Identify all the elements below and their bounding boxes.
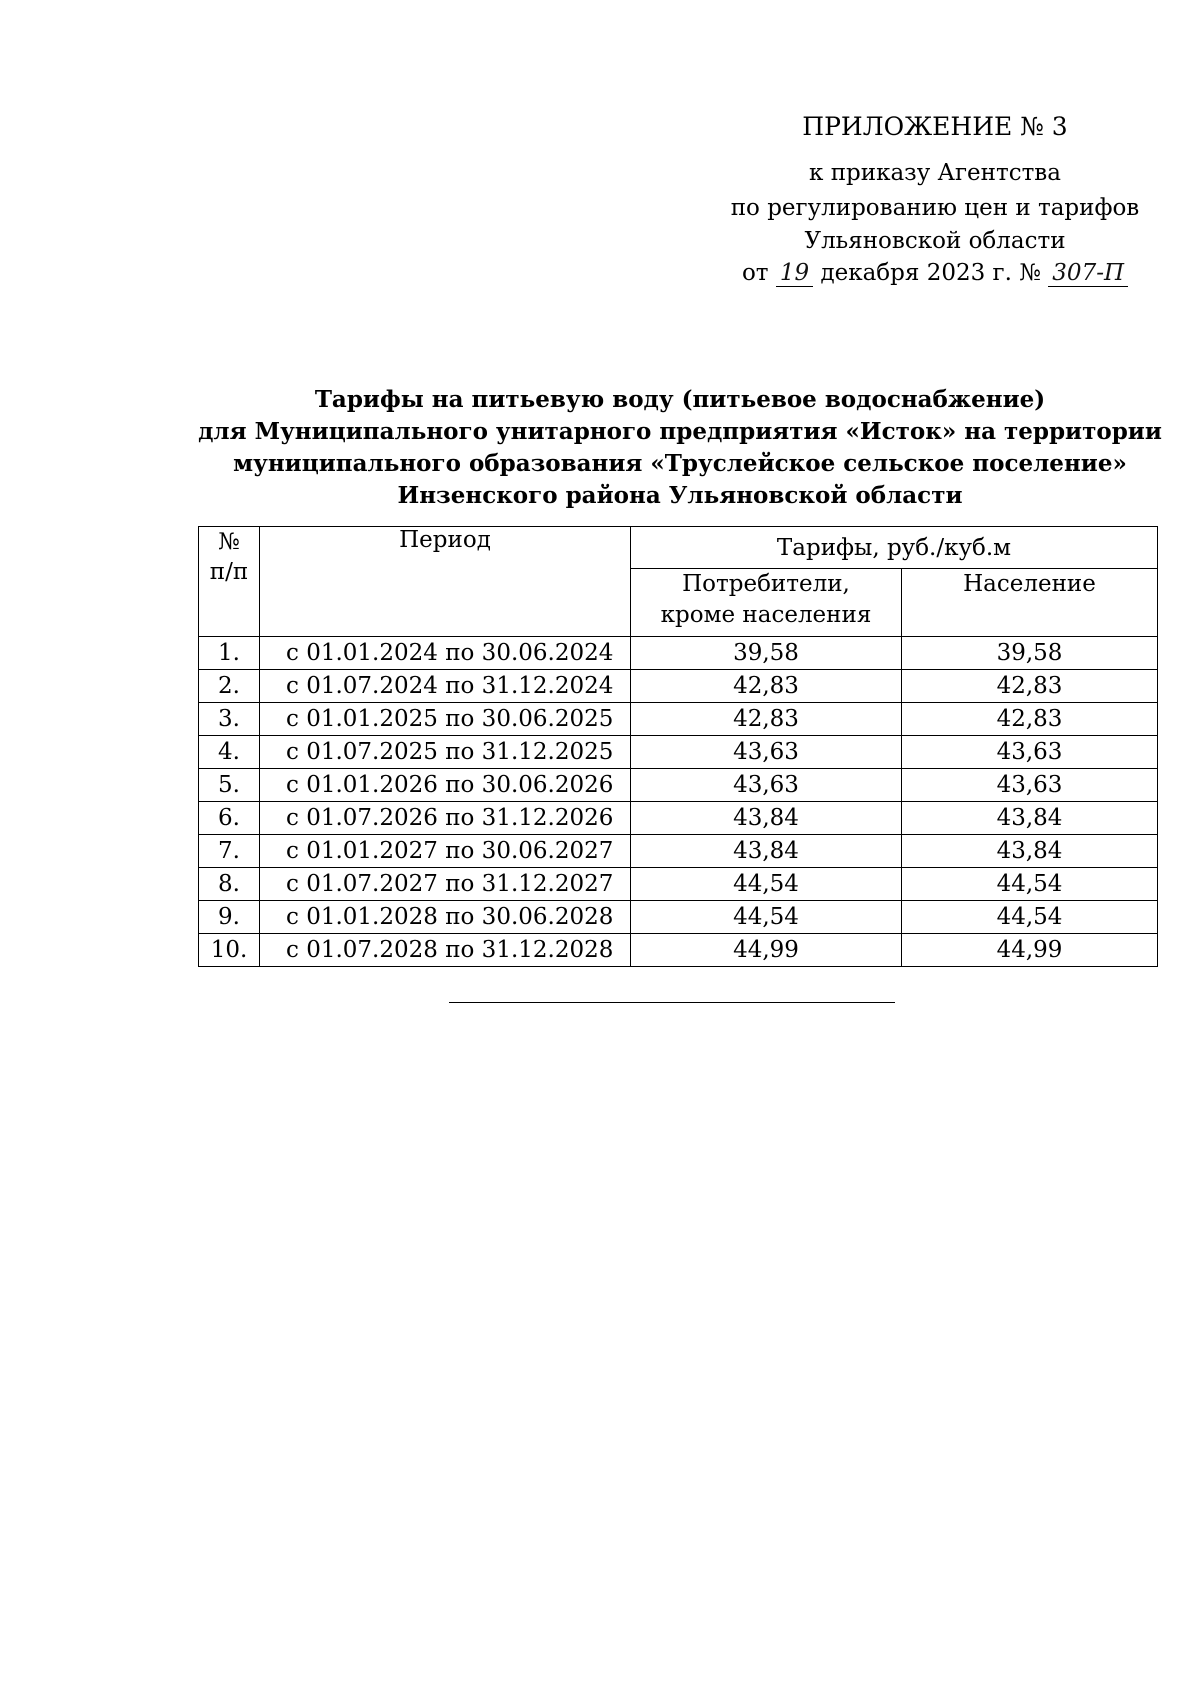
header-consumers-line2: кроме населения <box>660 602 872 628</box>
date-prefix: от <box>741 260 769 286</box>
handwritten-order-number: 307-П <box>1048 260 1128 287</box>
table-row <box>199 703 1158 736</box>
date-rest: декабря 2023 г. № <box>820 260 1041 286</box>
row-population-tariff: 44,99 <box>902 934 1158 967</box>
table-row <box>199 901 1158 934</box>
row-period: с 01.01.2027 по 30.06.2027 <box>260 835 631 868</box>
row-period: с 01.07.2028 по 31.12.2028 <box>260 934 631 967</box>
header-period: Период <box>260 527 631 637</box>
table-row <box>199 802 1158 835</box>
row-population-tariff: 43,63 <box>902 769 1158 802</box>
header-consumers-line1: Потребители, <box>682 571 850 597</box>
row-number: 8. <box>199 868 260 901</box>
table-row <box>199 868 1158 901</box>
row-population-tariff: 43,84 <box>902 835 1158 868</box>
header-number-label: п/п <box>209 559 249 585</box>
row-consumers-tariff: 44,54 <box>631 868 902 901</box>
row-period: с 01.01.2025 по 30.06.2025 <box>260 703 631 736</box>
row-population-tariff: 42,83 <box>902 703 1158 736</box>
row-period: с 01.01.2024 по 30.06.2024 <box>260 637 631 670</box>
title-line-1: Тарифы на питьевую воду (питьевое водоснабжение) <box>314 386 1046 413</box>
row-period: с 01.01.2026 по 30.06.2026 <box>260 769 631 802</box>
title-line-4: Инзенского района Ульяновской области <box>397 482 963 509</box>
title-line-2: для Муниципального унитарного предприятия «Исток» на территории <box>198 418 1162 445</box>
header-population: Население <box>902 569 1158 637</box>
table-body <box>199 637 1158 967</box>
title-line-3: муниципального образования «Труслейское сельское поселение» <box>233 450 1127 477</box>
row-consumers-tariff: 39,58 <box>631 637 902 670</box>
row-period: с 01.01.2028 по 30.06.2028 <box>260 901 631 934</box>
appendix-line-order: к приказу Агентства <box>809 160 1061 186</box>
handwritten-day: 19 <box>776 260 813 287</box>
row-consumers-tariff: 43,63 <box>631 769 902 802</box>
appendix-line-region: Ульяновской области <box>804 228 1066 254</box>
row-consumers-tariff: 43,84 <box>631 835 902 868</box>
header-tariffs: Тарифы, руб./куб.м <box>631 527 1158 569</box>
row-consumers-tariff: 44,54 <box>631 901 902 934</box>
row-number: 3. <box>199 703 260 736</box>
table-row <box>199 934 1158 967</box>
row-number: 4. <box>199 736 260 769</box>
header-number <box>199 527 260 637</box>
row-population-tariff: 42,83 <box>902 670 1158 703</box>
row-number: 7. <box>199 835 260 868</box>
row-number: 6. <box>199 802 260 835</box>
row-consumers-tariff: 43,63 <box>631 736 902 769</box>
header-number-sign: № <box>218 529 240 555</box>
row-population-tariff: 43,84 <box>902 802 1158 835</box>
appendix-date-line <box>700 260 1170 286</box>
table-row <box>199 736 1158 769</box>
row-period: с 01.07.2025 по 31.12.2025 <box>260 736 631 769</box>
row-number: 5. <box>199 769 260 802</box>
table-row <box>199 769 1158 802</box>
row-population-tariff: 39,58 <box>902 637 1158 670</box>
header-consumers <box>631 569 902 637</box>
appendix-title: ПРИЛОЖЕНИЕ № 3 <box>802 112 1068 141</box>
row-number: 1. <box>199 637 260 670</box>
tariff-table <box>198 526 1158 967</box>
table-row <box>199 670 1158 703</box>
row-number: 10. <box>199 934 260 967</box>
appendix-line-agency: по регулированию цен и тарифов <box>730 195 1140 221</box>
row-population-tariff: 44,54 <box>902 868 1158 901</box>
row-period: с 01.07.2024 по 31.12.2024 <box>260 670 631 703</box>
row-number: 9. <box>199 901 260 934</box>
row-consumers-tariff: 42,83 <box>631 670 902 703</box>
row-period: с 01.07.2027 по 31.12.2027 <box>260 868 631 901</box>
table-row <box>199 637 1158 670</box>
table-row <box>199 835 1158 868</box>
row-consumers-tariff: 44,99 <box>631 934 902 967</box>
row-number: 2. <box>199 670 260 703</box>
row-consumers-tariff: 42,83 <box>631 703 902 736</box>
row-population-tariff: 43,63 <box>902 736 1158 769</box>
row-consumers-tariff: 43,84 <box>631 802 902 835</box>
closing-line <box>449 1002 895 1003</box>
row-period: с 01.07.2026 по 31.12.2026 <box>260 802 631 835</box>
row-population-tariff: 44,54 <box>902 901 1158 934</box>
document-title <box>180 384 1180 512</box>
